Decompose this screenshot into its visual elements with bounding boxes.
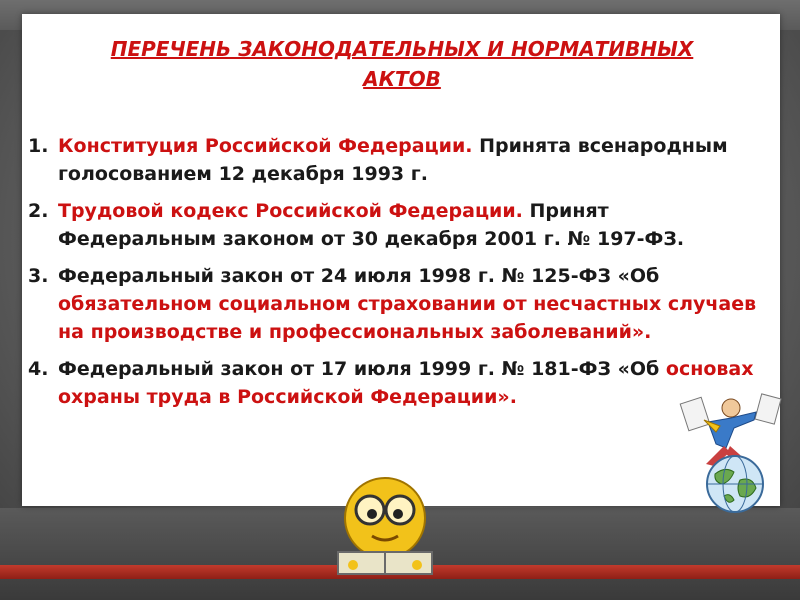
acts-list — [28, 132, 768, 420]
list-item — [28, 132, 768, 188]
item-red-text: Конституция Российской Федерации. — [58, 135, 473, 157]
item-text: Федеральный закон от 17 июля 1999 г. № 181-ФЗ «Об — [58, 358, 666, 380]
item-red-text: основах охраны труда в Российской Федерации». — [58, 358, 754, 408]
item-text: Принята всенародным голосованием 12 декабря 1993 г. — [58, 135, 728, 185]
reading-smiley-icon — [330, 468, 440, 580]
item-number: 3. — [28, 265, 49, 287]
slide-card — [22, 14, 780, 506]
item-red-text: Трудовой кодекс Российской Федерации. — [58, 200, 523, 222]
slide-title — [62, 34, 742, 94]
item-number: 2. — [28, 200, 49, 222]
item-number: 4. — [28, 358, 49, 380]
list-item — [28, 197, 768, 253]
globe-icon — [700, 452, 770, 518]
item-red-text: обязательном социальном страховании от несчастных случаев на производстве и профессиональных заболеваний». — [58, 293, 757, 343]
list-item — [28, 262, 768, 346]
title-line-2: АКТОВ — [363, 67, 441, 91]
item-text: Федеральный закон от 24 июля 1998 г. № 125-ФЗ «Об — [58, 265, 660, 287]
list-item — [28, 355, 768, 411]
title-line-1: ПЕРЕЧЕНЬ ЗАКОНОДАТЕЛЬНЫХ И НОРМАТИВНЫХ — [110, 37, 694, 61]
item-text: Принят Федеральным законом от 30 декабря 2001 г. № 197-ФЗ. — [58, 200, 685, 250]
item-number: 1. — [28, 135, 49, 157]
